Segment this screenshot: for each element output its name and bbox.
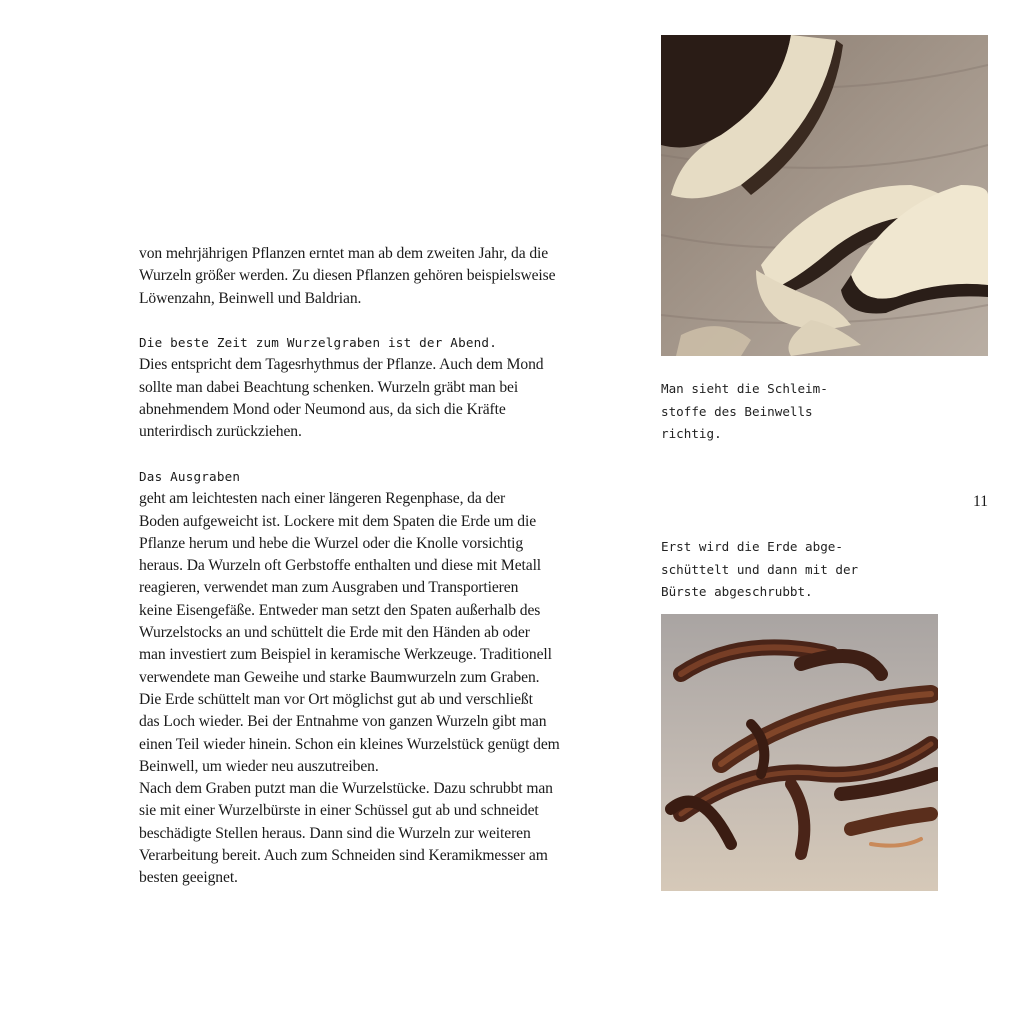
text-line: sollte man dabei Beachtung schenken. Wurzeln gräbt man bei: [139, 378, 519, 396]
text-line: man investiert zum Beispiel in keramische Werkzeuge. Traditionell: [139, 646, 552, 664]
section-heading-best-time: Die beste Zeit zum Wurzelgraben ist der Abend.: [139, 335, 497, 351]
photo-scrubbed-roots: [661, 614, 938, 891]
main-text-column: [139, 243, 629, 890]
caption-scrubbed-roots: Erst wird die Erde abge- schüttelt und dann mit der Bürste abgeschrubbt.: [661, 539, 859, 600]
text-line: Verarbeitung bereit. Auch zum Schneiden sind Keramikmesser am: [139, 847, 548, 865]
text-line: Löwenzahn, Beinwell und Baldrian.: [139, 289, 362, 307]
text-line: von mehrjährigen Pflanzen erntet man ab dem zweiten Jahr, da die: [139, 245, 549, 262]
paragraph-gap: [139, 444, 629, 466]
text-line: besten geeignet.: [139, 869, 238, 887]
paragraph-gap: [139, 310, 629, 332]
root-slices-image: [661, 35, 988, 356]
page-number: 11: [972, 493, 988, 510]
text-line: reagieren, verwendet man zum Ausgraben und Transportieren: [139, 579, 519, 597]
text-line: Die Erde schüttelt man vor Ort möglichst gut ab und verschließt: [139, 690, 533, 708]
text-line: heraus. Da Wurzeln oft Gerbstoffe enthalten und diese mit Metall: [139, 557, 542, 575]
text-line: beschädigte Stellen heraus. Dann sind die Wurzeln zur weiteren: [139, 824, 531, 842]
text-line: das Loch wieder. Bei der Entnahme von ganzen Wurzeln gibt man: [139, 713, 547, 731]
text-line: abnehmendem Mond oder Neumond aus, da sich die Kräfte: [139, 401, 506, 419]
text-line: Wurzelstocks an und schüttelt die Erde mit den Händen ab oder: [139, 624, 530, 642]
scrubbed-roots-image: [661, 614, 938, 891]
photo-comfrey-root-slices: [661, 35, 988, 356]
digging-paragraph: [139, 488, 629, 889]
text-line: sie mit einer Wurzelbürste in einer Schüssel gut ab und schneidet: [139, 802, 539, 820]
text-line: Beinwell, um wieder neu auszutreiben.: [139, 757, 379, 775]
section-heading-digging: Das Ausgraben: [139, 468, 241, 484]
text-line: Dies entspricht dem Tagesrhythmus der Pflanze. Auch dem Mond: [139, 356, 544, 374]
text-line: einen Teil wieder hinein. Schon ein kleines Wurzelstück genügt dem: [139, 735, 560, 753]
text-line: verwendete man Geweihe und starke Baumwurzeln zum Graben.: [139, 668, 540, 686]
text-line: geht am leichtesten nach einer längeren Regenphase, da der: [139, 490, 506, 508]
caption-root-slices: Man sieht die Schleim- stoffe des Beinwells richtig.: [661, 381, 828, 442]
text-line: Wurzeln größer werden. Zu diesen Pflanzen gehören beispielsweise: [139, 267, 556, 285]
text-line: unterirdisch zurückziehen.: [139, 423, 302, 441]
text-line: keine Eisengefäße. Entweder man setzt den Spaten außerhalb des: [139, 601, 541, 619]
text-line: Pflanze herum und hebe die Wurzel oder die Knolle vorsichtig: [139, 534, 524, 552]
text-line: Nach dem Graben putzt man die Wurzelstücke. Dazu schrubbt man: [139, 780, 553, 798]
text-line: Boden aufgeweicht ist. Lockere mit dem Spaten die Erde um die: [139, 512, 537, 530]
